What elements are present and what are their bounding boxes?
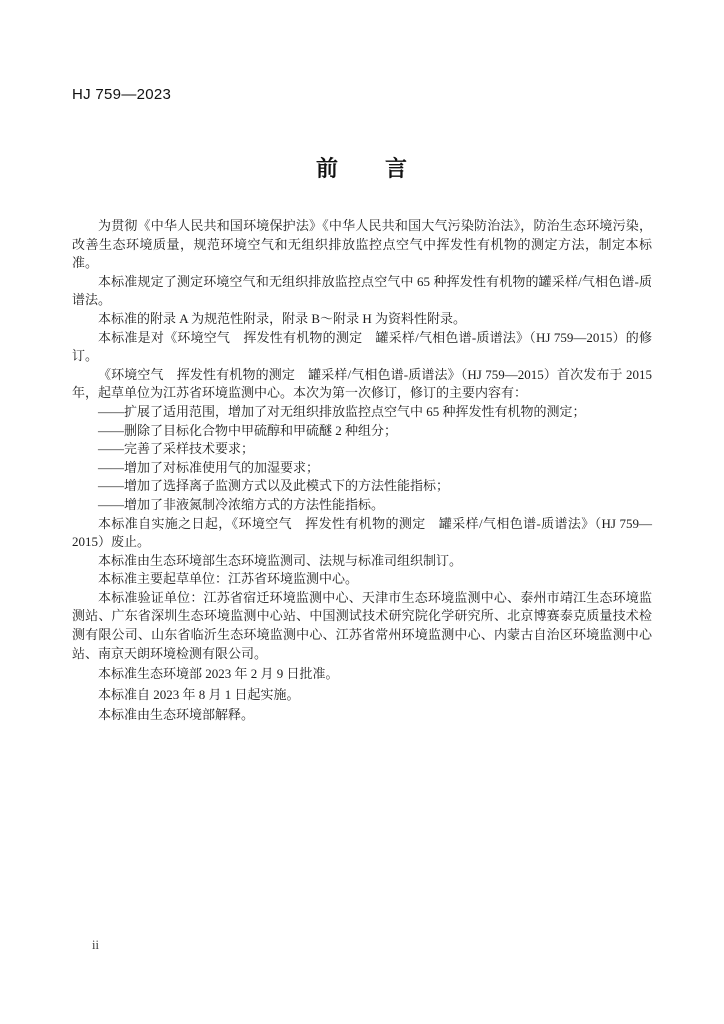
revision-item: ——增加了对标准使用气的加湿要求； (98, 459, 320, 475)
standard-number: HJ 759—2023 (72, 86, 172, 103)
revision-item: ——完善了采样技术要求； (98, 441, 255, 457)
paragraph-supersede: 本标准自实施之日起，《环境空气 挥发性有机物的测定 罐采样/气相色谱-质谱法》（HJ 759—2015）废止。 (72, 515, 652, 550)
foreword-body (72, 217, 652, 725)
page-number: ii (92, 938, 99, 952)
paragraph-revision-of: 本标准是对《环境空气 挥发性有机物的测定 罐采样/气相色谱-质谱法》（HJ 759—2015）的修订。 (72, 329, 652, 364)
revision-item: ——增加了选择离子监测方式以及此模式下的方法性能指标； (98, 478, 450, 494)
revision-item: ——增加了非液氮制冷浓缩方式的方法性能指标。 (98, 496, 385, 512)
revision-item: ——扩展了适用范围，增加了对无组织排放监控点空气中 65 种挥发性有机物的测定； (98, 403, 586, 419)
revision-item: ——删除了目标化合物中甲硫醇和甲硫醚 2 种组分； (98, 422, 398, 438)
paragraph-interpretation: 本标准由生态环境部解释。 (98, 707, 255, 723)
paragraph-scope: 本标准规定了测定环境空气和无组织排放监控点空气中 65 种挥发性有机物的罐采样/气相色谱-质谱法。 (72, 273, 652, 308)
paragraph-approval-date: 本标准生态环境部 2023 年 2 月 9 日批准。 (98, 666, 339, 682)
paragraph-drafting-unit: 本标准主要起草单位：江苏省环境监测中心。 (98, 571, 359, 587)
paragraph-organizer: 本标准由生态环境部生态环境监测司、法规与标准司组织制订。 (98, 552, 463, 568)
page-title: 前 言 (315, 156, 408, 181)
paragraph-verify-units: 本标准验证单位：江苏省宿迁环境监测中心、天津市生态环境监测中心、泰州市靖江生态环境监测站、广东省深圳生态环境监测中心站、中国测试技术研究院化学研究所、北京博赛泰克质量技术检测有限公司、山东省临沂生态环境监测中心、江苏省常州环境监测中心、内蒙古自治区环境监测中心站、南京天朗环境检测有限公司。 (72, 589, 652, 661)
paragraph-effective-date: 本标准自 2023 年 8 月 1 日起实施。 (98, 686, 300, 702)
paragraph-history: 《环境空气 挥发性有机物的测定 罐采样/气相色谱-质谱法》（HJ 759—2015）首次发布于 2015 年，起草单位为江苏省环境监测中心。本次为第一次修订，修订的主要内容有： (72, 366, 652, 401)
paragraph-annexes: 本标准的附录 A 为规范性附录，附录 B～附录 H 为资料性附录。 (98, 310, 466, 326)
paragraph-purpose: 为贯彻《中华人民共和国环境保护法》《中华人民共和国大气污染防治法》，防治生态环境污染，改善生态环境质量，规范环境空气和无组织排放监控点空气中挥发性有机物的测定方法，制定本标准。 (72, 218, 652, 271)
